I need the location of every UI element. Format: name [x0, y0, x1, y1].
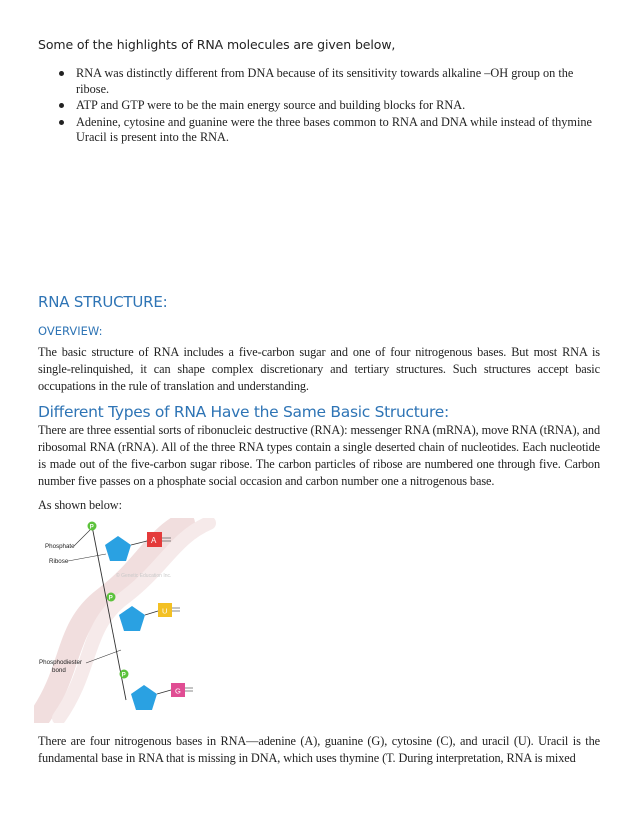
bullet-dot-icon [59, 120, 64, 125]
base-letter: U [162, 606, 168, 616]
types-paragraph: There are three essential sorts of ribonucleic destructive (RNA): messenger RNA (mRNA), move RNA (tRNA), and ribosomal RNA (rRNA). All of the three RNA types contain a single deserted chain of nucleotides. Each nucleotide is made out of the five-carbon sugar ribose. The carbon particles of ribose are numbered one through five. Carbon number five passes on a phosphate social occasion and carbon number one a nitrogenous base. [38, 423, 600, 488]
ribose-sugar [131, 685, 157, 710]
diagram-watermark: © Genetic Education Inc. [116, 573, 172, 579]
phosphate-letter: P [121, 672, 126, 679]
label-bond: bond [52, 667, 66, 674]
list-item: ATP and GTP were to be the main energy source and building blocks for RNA. [40, 98, 595, 114]
phosphate-letter: P [108, 595, 113, 602]
closing-paragraph: There are four nitrogenous bases in RNA—adenine (A), guanine (G), cytosine (C), and uracil (U). Uracil is the fundamental base in RNA that is missing in DNA, which uses thymine (T. During interpretation, RNA is mixed [38, 734, 600, 765]
rna-nucleotide-diagram [34, 518, 244, 723]
label-phosphate: Phosphate [45, 543, 75, 550]
base-letter: G [175, 686, 181, 696]
section-heading-rna-structure: RNA STRUCTURE: [38, 293, 168, 311]
list-item: Adenine, cytosine and guanine were the three bases common to RNA and DNA while instead of thymine Uracil is present into the RNA. [40, 115, 595, 146]
bullet-dot-icon [59, 103, 64, 108]
label-phosphodiester: Phosphodiester [39, 659, 82, 666]
list-item: RNA was distinctly different from DNA because of its sensitivity towards alkaline –OH group on the ribose. [40, 66, 595, 97]
overview-paragraph: The basic structure of RNA includes a five-carbon sugar and one of four nitrogenous bases. But most RNA is single-relinquished, it can shape complex discretionary and tertiary structures. Such structures accept basic occupations in the rule of translation and understanding. [38, 345, 600, 393]
highlights-list [40, 66, 595, 147]
shown-below-text: As shown below: [38, 498, 122, 512]
bullet-dot-icon [59, 71, 64, 76]
ribose-sugar [105, 536, 131, 561]
subheading-overview: OVERVIEW: [38, 324, 103, 338]
base-letter: A [151, 536, 157, 545]
intro-line: Some of the highlights of RNA molecules are given below, [38, 37, 396, 52]
section-heading-rna-types: Different Types of RNA Have the Same Basic Structure: [38, 403, 449, 421]
label-ribose: Ribose [49, 558, 69, 565]
ribose-sugar [119, 606, 145, 631]
phosphate-letter: P [89, 524, 94, 531]
